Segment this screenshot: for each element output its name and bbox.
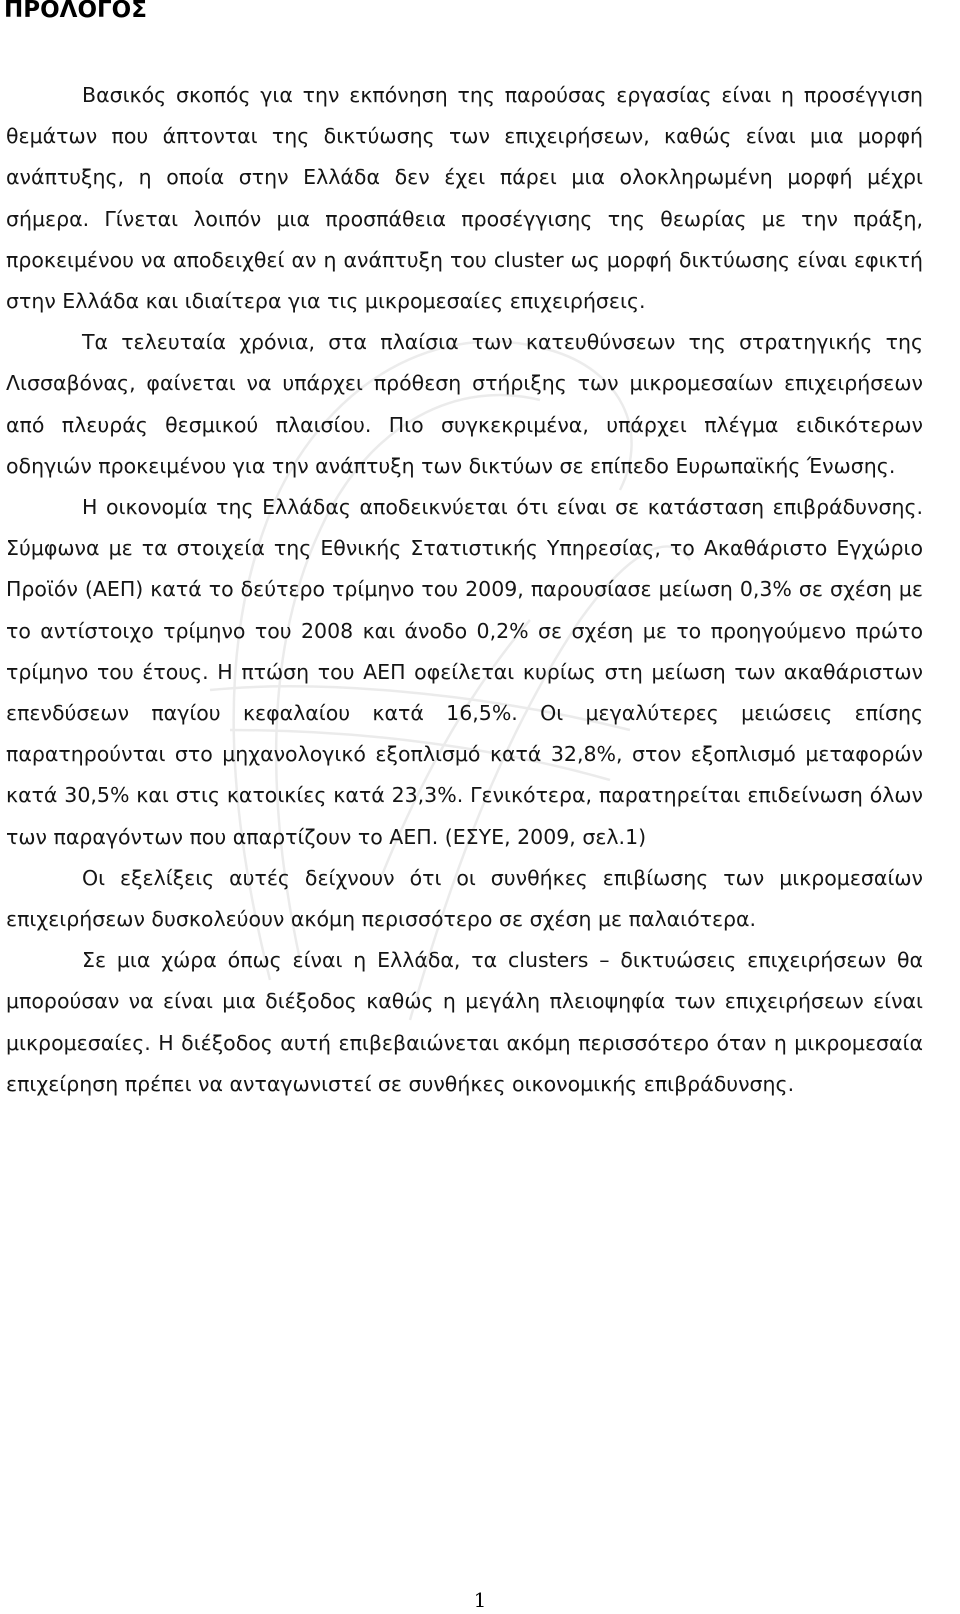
paragraph: Βασικός σκοπός για την εκπόνηση της παρούσας εργασίας είναι η προσέγγιση θεμάτων που άπτονται της δικτύωσης των επιχειρήσεων, καθώς είναι μια μορφή ανάπτυξης, η οποία στην Ελλάδα δεν έχει πάρει μια ολοκληρωμένη μορφή μέχρι σήμερα. Γίνεται λοιπόν μια προσπάθεια προσέγγισης της θεωρίας με την πράξη, προκειμένου να αποδειχθεί αν η ανάπτυξη του cluster ως μορφή δικτύωσης είναι εφικτή στην Ελλάδα και ιδιαίτερα για τις μικρομεσαίες επιχειρήσεις. [6, 83, 923, 314]
paragraph: Η οικονομία της Ελλάδας αποδεικνύεται ότι είναι σε κατάσταση επιβράδυνσης. Σύμφωνα με τα στοιχεία της Εθνικής Στατιστικής Υπηρεσίας, το Ακαθάριστο Εγχώριο Προϊόν (ΑΕΠ) κατά το δεύτερο τρίμηνο του 2009, παρουσίασε μείωση 0,3% σε σχέση με το αντίστοιχο τρίμηνο του 2008 και άνοδο 0,2% σε σχέση με το προηγούμενο πρώτο τρίμηνο του έτους. Η πτώση του ΑΕΠ οφείλεται κυρίως στη μείωση των ακαθάριστων επενδύσεων παγίου κεφαλαίου κατά 16,5%. Οι μεγαλύτερες μειώσεις επίσης παρατηρούνται στο μηχανολογικό εξοπλισμό κατά 32,8%, στον εξοπλισμό μεταφορών κατά 30,5% και στις κατοικίες κατά 23,3%. Γενικότερα, παρατηρείται επιδείνωση όλων των παραγόντων που απαρτίζουν το ΑΕΠ. (ΕΣΥΕ, 2009, σελ.1) [6, 495, 923, 849]
paragraph: Τα τελευταία χρόνια, στα πλαίσια των κατευθύνσεων της στρατηγικής της Λισσαβόνας, φαίνεται να υπάρχει πρόθεση στήριξης των μικρομεσαίων επιχειρήσεων από πλευράς θεσμικού πλαισίου. Πιο συγκεκριμένα, υπάρχει πλέγμα ειδικότερων οδηγιών προκειμένου για την ανάπτυξη των δικτύων σε επίπεδο Ευρωπαϊκής Ένωσης. [6, 330, 923, 478]
paragraph: Οι εξελίξεις αυτές δείχνουν ότι οι συνθήκες επιβίωσης των μικρομεσαίων επιχειρήσεων δυσκολεύουν ακόμη περισσότερο σε σχέση με παλαιότερα. [6, 865, 923, 932]
paragraph: Σε μια χώρα όπως είναι η Ελλάδα, τα clusters – δικτυώσεις επιχειρήσεων θα μπορούσαν να είναι μια διέξοδος καθώς η μεγάλη πλειοψηφία των επιχειρήσεων είναι μικρομεσαίες. Η διέξοδος αυτή επιβεβαιώνεται ακόμη περισσότερο όταν η μικρομεσαία επιχείρηση πρέπει να ανταγωνιστεί σε συνθήκες οικονομικής επιβράδυνσης. [6, 948, 923, 1096]
document-body [6, 75, 923, 1105]
page-title: ΠΡΟΛΟΓΟΣ [4, 0, 147, 23]
page-number: 1 [473, 1588, 487, 1612]
